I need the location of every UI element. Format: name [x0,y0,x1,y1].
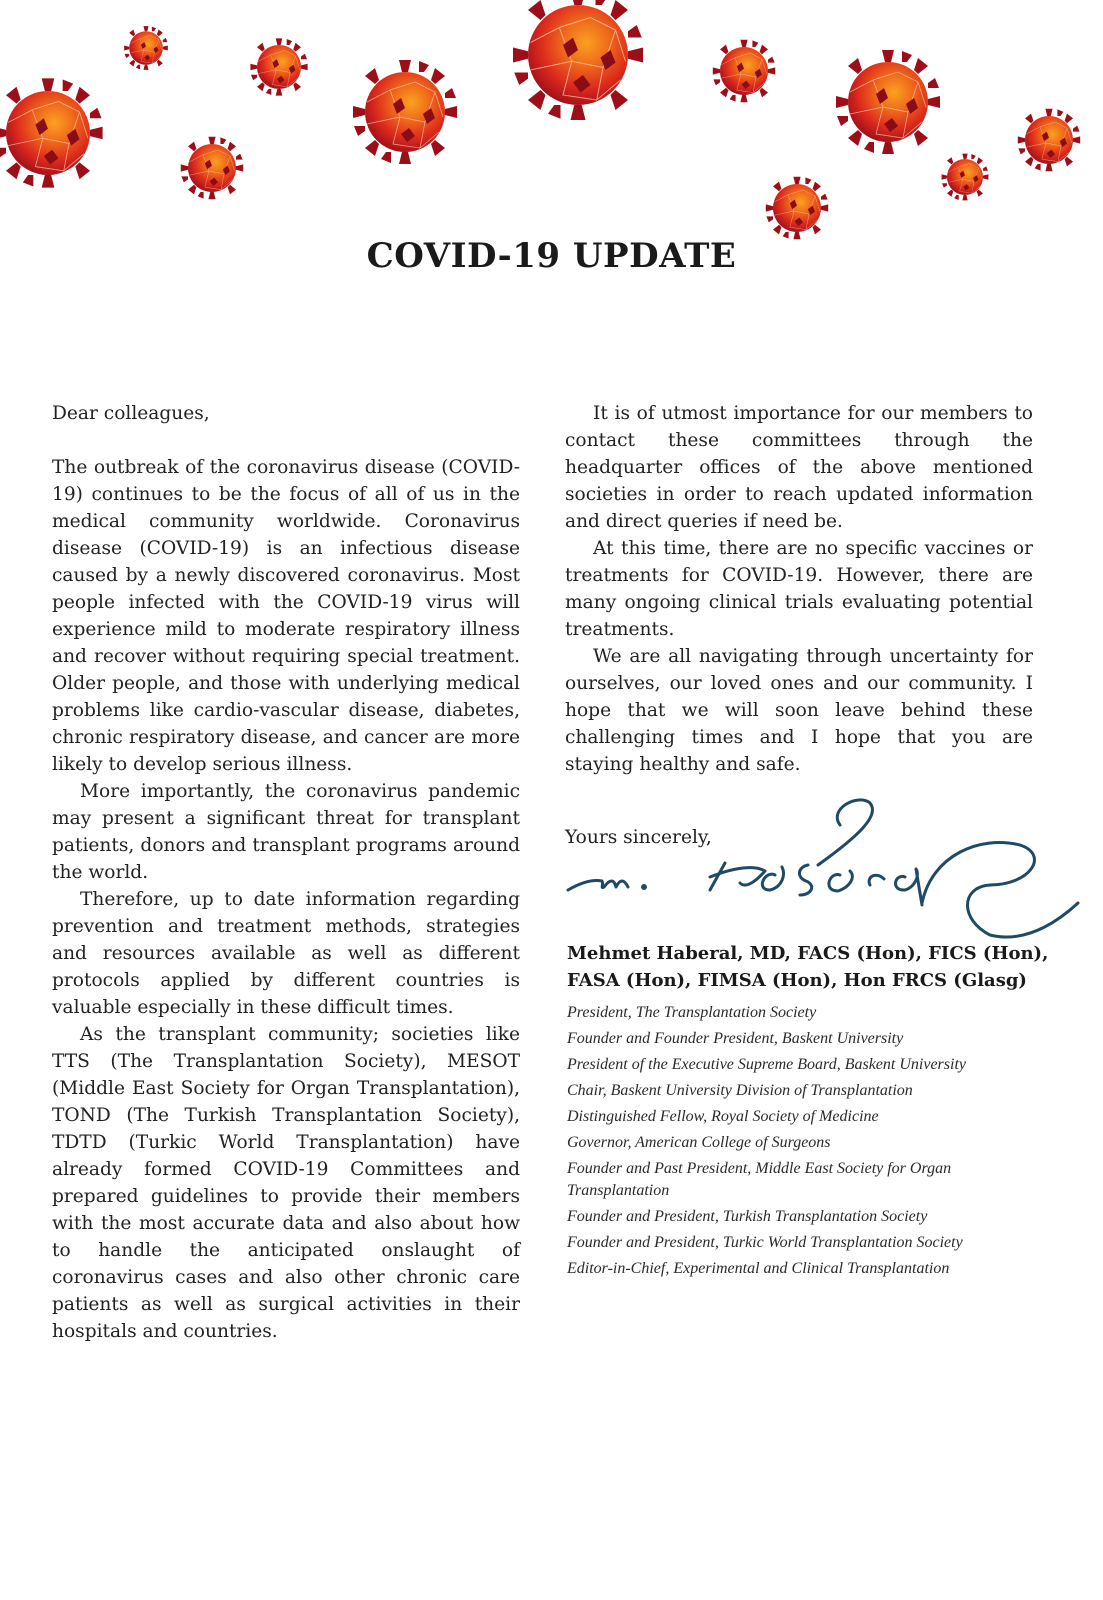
author-name-line2: FASA (Hon), FIMSA (Hon), Hon FRCS (Glasg) [567,970,1027,991]
coronavirus-banner [0,0,1103,240]
author-title: Founder and Past President, Middle East Society for Organ Transplantation [567,1160,952,1199]
author-title: Distinguished Fellow, Royal Society of Medicine [567,1108,879,1125]
paragraph: More importantly, the coronavirus pandemic may present a significant threat for transplant patients, donors and transplant programs around the world. [52,781,520,883]
author-title: Founder and President, Turkic World Transplantation Society [567,1234,963,1251]
paragraph: As the transplant community; societies like TTS (The Transplantation Society), MESOT (Middle East Society for Organ Transplantation), TOND (The Turkish Transplantation Society), TDTD (Turkic World Transplantation) have already formed COVID-19 Committees and prepared guidelines to provide their members with the most accurate data and also about how to handle the anticipated onslaught of coronavirus cases and also other chronic care patients as well as surgical activities in their hospitals and countries. [52,1024,520,1342]
author-title: Governor, American College of Surgeons [567,1134,831,1151]
signature [560,795,1080,945]
author-title: President, The Transplantation Society [567,1004,817,1021]
author-name [567,940,1067,994]
author-title: Founder and President, Turkish Transplantation Society [567,1208,928,1225]
paragraph: It is of utmost importance for our members to contact these committees through the headquarter offices of the above mentioned societies in order to reach updated information and direct queries if need be. [565,403,1033,532]
author-titles-list [567,1002,1037,1284]
author-title: Founder and Founder President, Baskent University [567,1030,904,1047]
author-name-line1: Mehmet Haberal, MD, FACS (Hon), FICS (Hon), [567,943,1049,964]
author-title: Chair, Baskent University Division of Transplantation [567,1082,913,1099]
author-title: Editor-in-Chief, Experimental and Clinical Transplantation [567,1260,950,1277]
closing: Yours sincerely, [565,827,712,848]
letter-left-column [52,400,520,1345]
letter-right-column [565,400,1033,778]
paragraph: Therefore, up to date information regarding prevention and treatment methods, strategies and resources available as well as different protocols applied by different countries is valuable especially in these difficult times. [52,889,520,1018]
paragraph: The outbreak of the coronavirus disease (COVID-19) continues to be the focus of all of us in the medical community worldwide. Coronavirus disease (COVID-19) is an infectious disease caused by a newly discovered coronavirus. Most people infected with the COVID-19 virus will experience mild to moderate respiratory illness and recover without requiring special treatment. Older people, and those with underlying medical problems like cardio-vascular disease, diabetes, chronic respiratory disease, and cancer are more likely to develop serious illness. [52,457,520,775]
paragraph: We are all navigating through uncertainty for ourselves, our loved ones and our community. I hope that we will soon leave behind these challenging times and I hope that you are staying healthy and safe. [565,646,1033,775]
paragraph: At this time, there are no specific vaccines or treatments for COVID-19. However, there are many ongoing clinical trials evaluating potential treatments. [565,538,1033,640]
salutation: Dear colleagues, [52,403,210,424]
page-title: COVID-19 UPDATE [366,236,737,276]
author-title: President of the Executive Supreme Board, Baskent University [567,1056,966,1073]
